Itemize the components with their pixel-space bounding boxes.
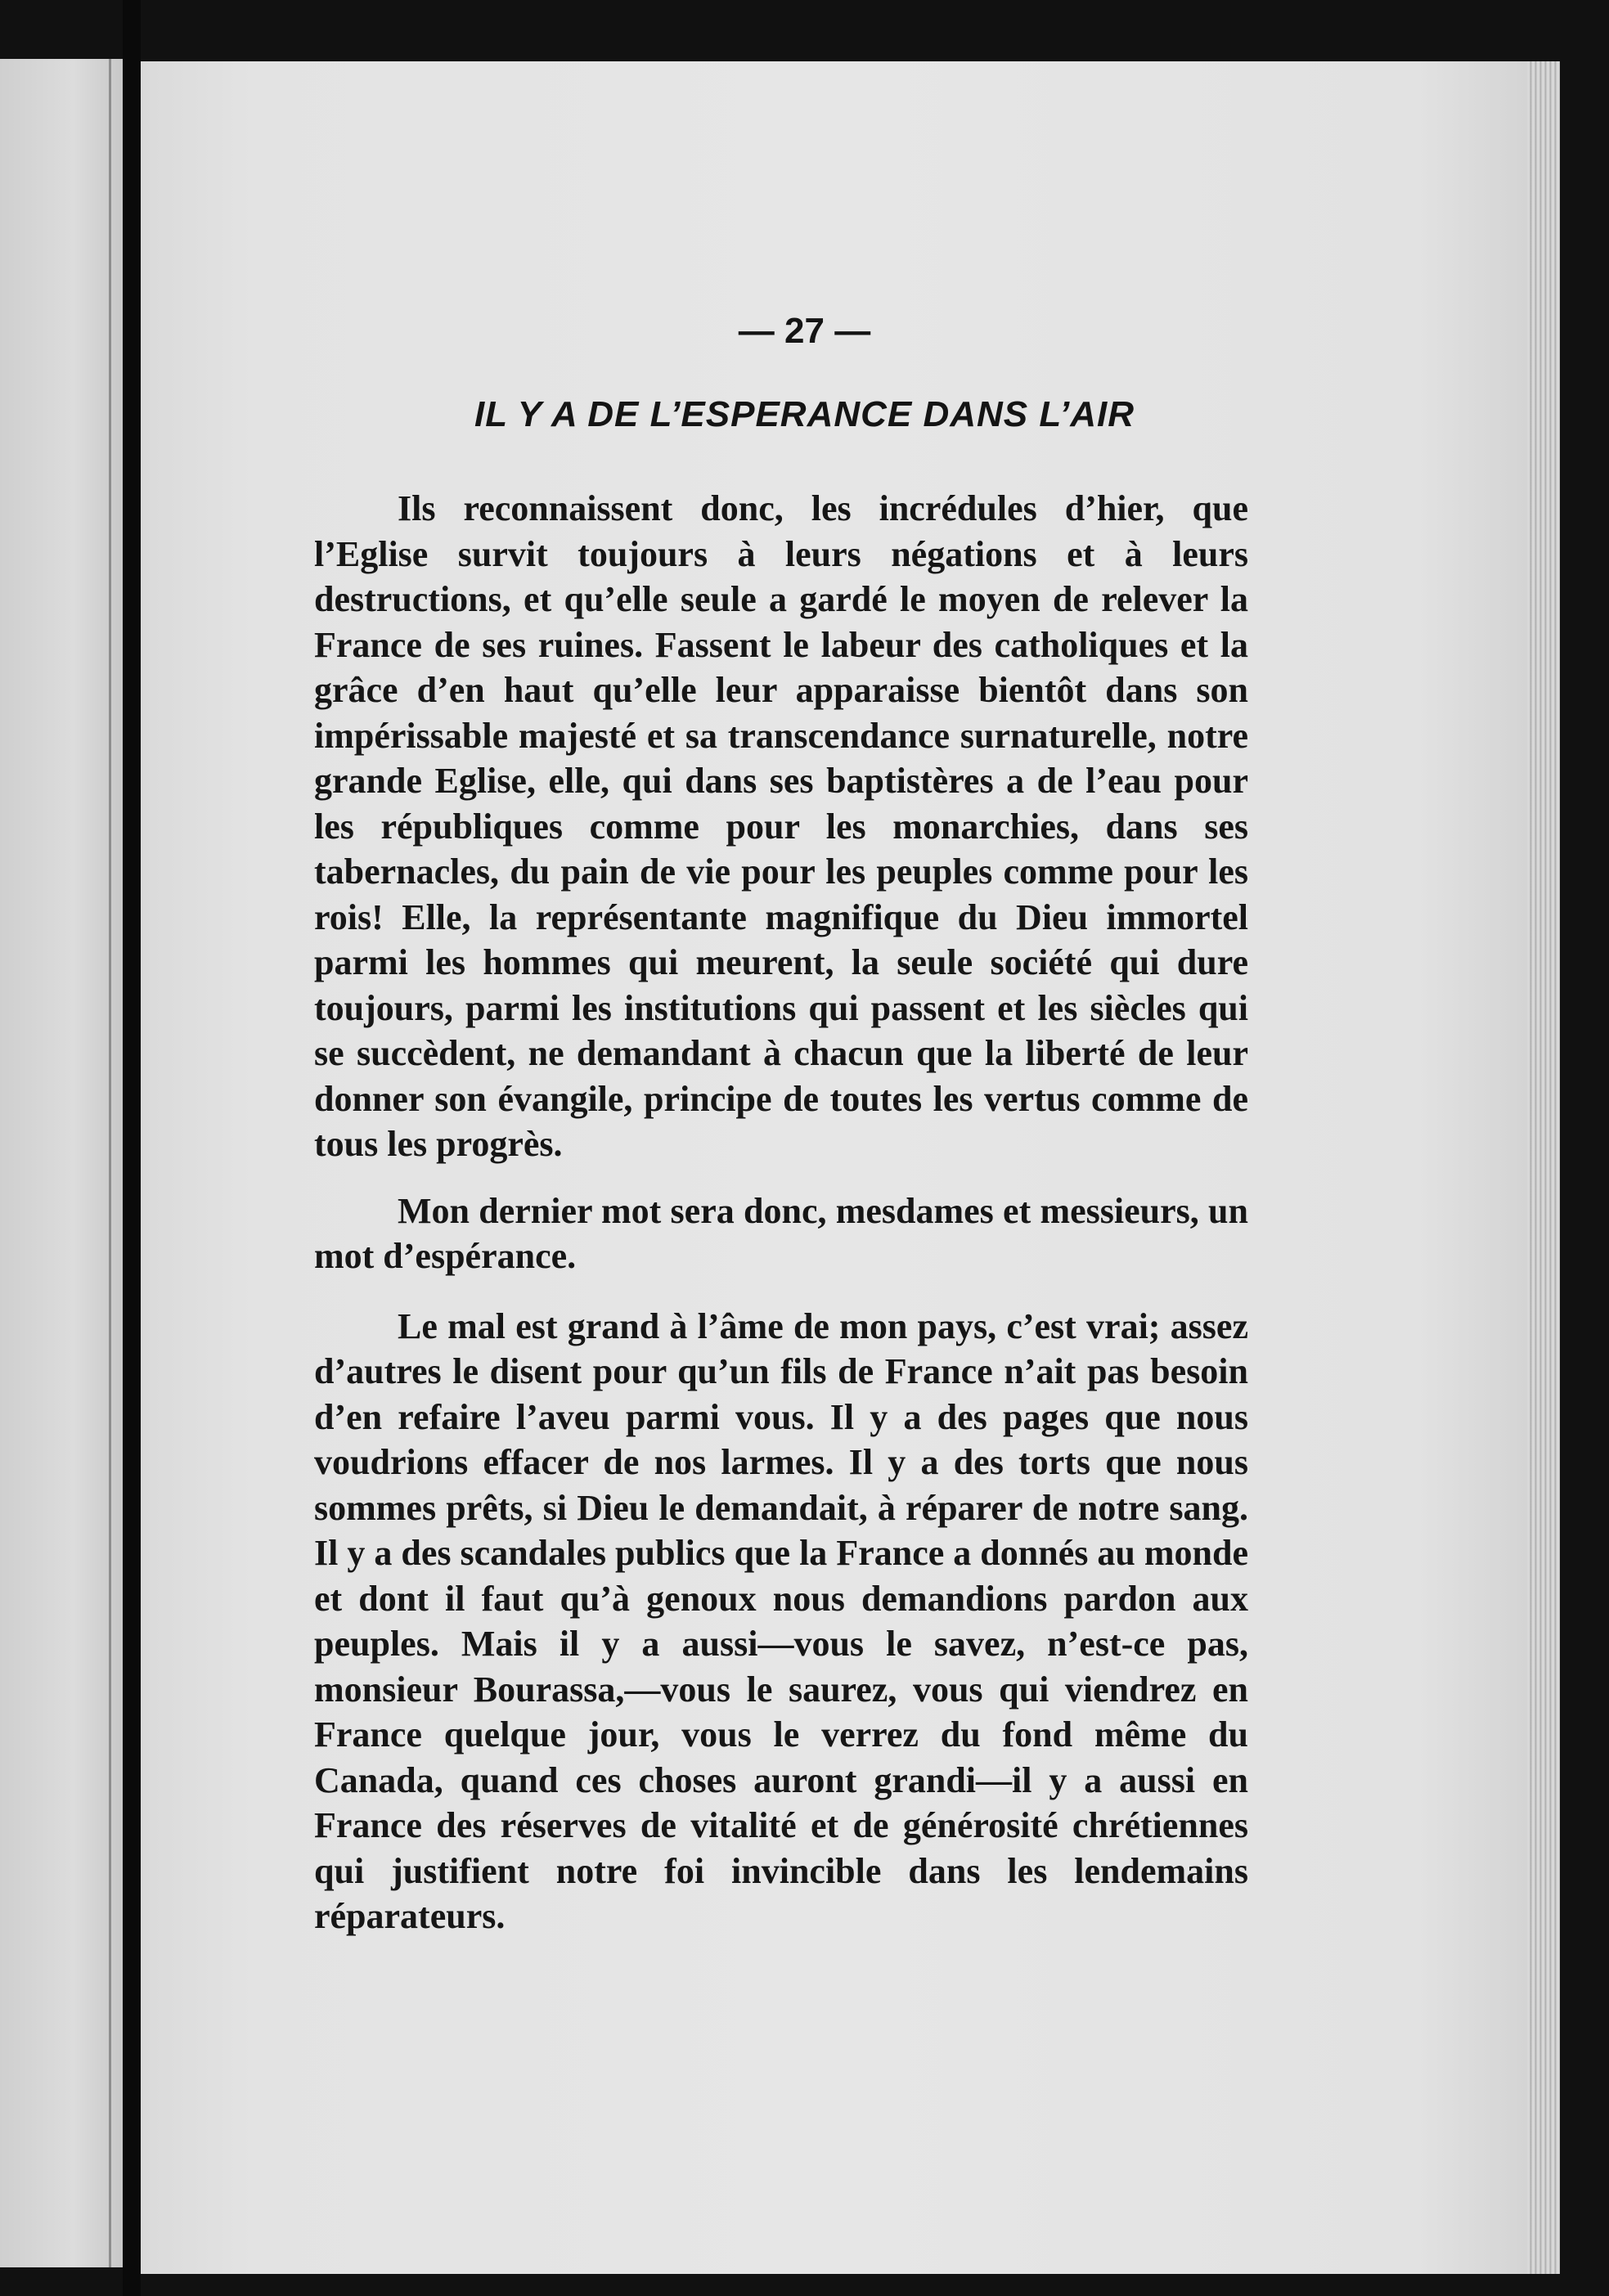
paragraph: Le mal est grand à l’âme de mon pays, c’est vrai; assez d’autres le disent pour qu’un fils de France n’ait pas besoin d’en refaire l’aveu parmi vous. Il y a des pages que nous voudrions effacer de nos larmes. Il y a des torts que nous sommes prêts, si Dieu le demandait, à réparer de notre sang. Il y a des scandales publics que la France a donnés au monde et dont il faut qu’à genoux nous demandions pardon aux peuples. Mais il y a aussi—vous le savez, n’est-ce pas, monsieur Bourassa,—vous le saurez, vous qui viendrez en France quelque jour, vous le verrez du fond même du Canada, quand ces choses auront grandi—il y a aussi en France des réserves de vitalité et de générosité chrétiennes qui justifient notre foi invincible dans les lendemains réparateurs. <box>314 1305 1248 1936</box>
paragraph: Mon dernier mot sera donc, mesdames et messieurs, un mot d’espérance. <box>314 1190 1248 1276</box>
page-number: — 27 — <box>738 311 871 351</box>
facing-page-edge <box>0 59 123 2267</box>
body-text <box>314 486 1248 1961</box>
paragraph: Ils reconnaissent donc, les incrédules d’hier, que l’Eglise survit toujours à leurs négations et à leurs destructions, et qu’elle seule a gardé le moyen de relever la France de ses ruines. Fassent le labeur des catholiques et la grâce d’en haut qu’elle leur apparaisse bientôt dans son impérissable majesté et sa transcendance surnaturelle, notre grande Eglise, elle, qui dans ses baptistères a de l’eau pour les républiques comme pour les monarchies, dans ses tabernacles, du pain de vie pour les peuples comme pour les rois! Elle, la représentante magnifique du Dieu immortel parmi les hommes qui meurent, la seule société qui dure toujours, parmi les institutions qui passent et les siècles qui se succèdent, ne demandant à chacun que la liberté de leur donner son évangile, principe de toutes les vertus comme de tous les progrès. <box>314 488 1248 1164</box>
page-stack-edge <box>1527 61 1560 2274</box>
section-heading: IL Y A DE L’ESPERANCE DANS L’AIR <box>474 394 1135 434</box>
